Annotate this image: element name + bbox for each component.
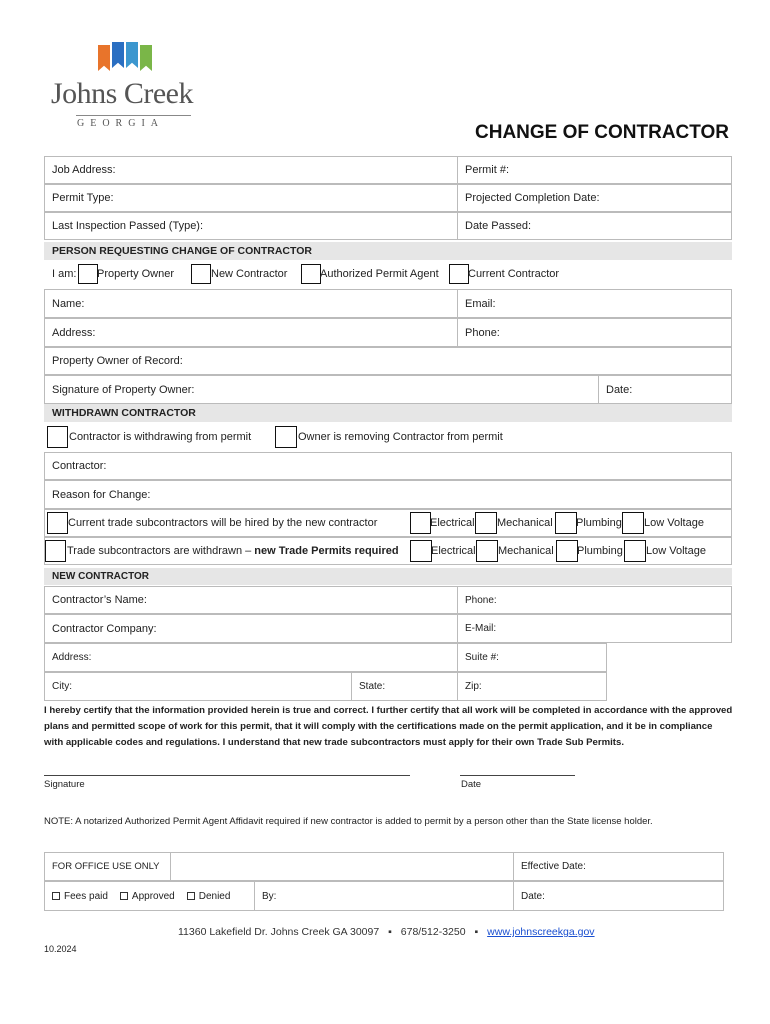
new-contractor-zip-field[interactable] [457,672,607,701]
logo-flag-lightblue [126,42,138,68]
date-passed-field[interactable] [457,212,732,240]
new-contractor-name-label: Contractor’s Name: [52,594,147,606]
sub-hired-mechanical-label: Mechanical [497,517,553,529]
sub-withdrawn-low-voltage-checkbox[interactable] [624,540,646,562]
logo-name: Johns Creek [51,77,193,110]
signature-date-line[interactable] [460,775,575,776]
new-contractor-email-field[interactable] [457,614,732,643]
new-contractor-address-label: Address: [52,652,92,663]
denied-label: Denied [198,890,231,902]
signature-line[interactable] [44,775,410,776]
owner-of-record-field[interactable] [44,347,732,375]
new-contractor-company-label: Contractor Company: [52,622,157,635]
reason-for-change-field[interactable] [44,480,732,509]
fees-paid-checkbox[interactable] [52,892,60,900]
footer-website-link[interactable]: www.johnscreekga.gov [487,926,595,938]
requester-heading-text: PERSON REQUESTING CHANGE OF CONTRACTOR [52,245,312,257]
sub-hired-electrical-label: Electrical [430,517,475,529]
new-contractor-name-field[interactable] [44,586,458,614]
certification-statement: I hereby certify that the information provided herein is true and correct. I further certify that all work will be completed in accordance with the approved plans and permitted scope of work for this permit, that it will comply with the certifications made on the permit application, and it be in compliance with applicable codes and regulations. I understand that new trade subcontractors must apply for their own Trade Sub Permits. [44,705,733,748]
withdrawn-heading-text: WITHDRAWN CONTRACTOR [52,407,196,419]
permit-number-label: Permit #: [465,164,510,176]
new-contractor-company-field[interactable] [44,614,458,643]
new-contractor-state-label: State: [359,681,386,692]
last-inspection-field[interactable] [44,212,458,240]
office-use-heading-cell [44,852,171,881]
footer-bullet-icon: ▪ [388,926,392,938]
i-am-label: I am: [52,268,77,280]
requester-phone-field[interactable] [457,318,732,347]
permit-number-field[interactable] [457,156,732,184]
owner-signature-date-field[interactable] [598,375,732,404]
requester-name-field[interactable] [44,289,458,318]
new-contractor-label: New Contractor [211,268,288,280]
owner-removing-label: Owner is removing Contractor from permit [298,431,503,443]
new-contractor-address-field[interactable] [44,643,458,672]
reason-for-change-label: Reason for Change: [52,488,151,501]
denied-checkbox[interactable] [187,892,195,900]
new-contractor-suite-field[interactable] [457,643,607,672]
sub-hired-plumbing-label: Plumbing [576,517,622,529]
new-contractor-suite-label: Suite #: [465,652,499,663]
johns-creek-logo [50,45,195,130]
signature-label: Signature [44,779,85,790]
new-contractor-phone-field[interactable] [457,586,732,614]
office-date-label: Date: [521,890,545,902]
sub-withdrawn-checkbox[interactable] [45,540,66,562]
effective-date-label: Effective Date: [521,861,586,872]
logo-flag-green [140,45,152,71]
owner-signature-field[interactable] [44,375,599,404]
logo-flag-blue [112,42,124,68]
contractor-withdrawing-checkbox[interactable] [47,426,68,448]
new-contractor-email-label: E-Mail: [465,623,497,634]
permit-agent-label: Authorized Permit Agent [320,268,439,280]
sub-hired-low-voltage-label: Low Voltage [644,517,704,529]
footer-contact [178,926,595,938]
signature-date-label: Date [461,779,482,790]
requester-phone-label: Phone: [465,326,500,339]
property-owner-checkbox[interactable] [78,264,98,284]
sub-withdrawn-electrical-label: Electrical [431,545,476,557]
sub-hired-low-voltage-checkbox[interactable] [622,512,644,534]
footer-address: 11360 Lakefield Dr. Johns Creek GA 30097 [178,926,380,938]
office-by-field[interactable] [254,881,514,911]
office-by-label: By: [262,890,277,902]
approved-label: Approved [131,890,175,902]
new-contractor-phone-label: Phone: [465,594,497,606]
sub-withdrawn-mechanical-checkbox[interactable] [476,540,498,562]
owner-removing-checkbox[interactable] [275,426,297,448]
sub-withdrawn-label [67,545,399,557]
withdrawn-contractor-label: Contractor: [52,460,107,472]
contractor-withdrawing-label: Contractor is withdrawing from permit [69,431,252,443]
sub-withdrawn-bold-text: new Trade Permits required [254,545,399,557]
permit-type-field[interactable] [44,184,458,212]
page-title: CHANGE OF CONTRACTOR [475,122,730,143]
owner-signature-label: Signature of Property Owner: [52,383,195,396]
new-contractor-city-field[interactable] [44,672,352,701]
property-owner-label: Property Owner [97,268,175,280]
logo-subtitle: GEORGIA [77,118,164,129]
new-contractor-state-field[interactable] [351,672,458,701]
current-contractor-checkbox[interactable] [449,264,469,284]
office-date-field[interactable] [513,881,724,911]
logo-flag-orange [98,45,110,71]
permit-type-label: Permit Type: [52,192,114,204]
owner-of-record-label: Property Owner of Record: [52,355,183,367]
new-contractor-section-heading [44,568,732,585]
form-version: 10.2024 [44,944,77,954]
affidavit-note: NOTE: A notarized Authorized Permit Agent Affidavit required if new contractor is added to permit by a person other than the State license holder. [44,816,653,827]
sub-hired-electrical-checkbox[interactable] [410,512,431,534]
requester-email-label: Email: [465,297,496,310]
sub-withdrawn-plumbing-checkbox[interactable] [556,540,578,562]
requester-email-field[interactable] [457,289,732,318]
new-contractor-city-label: City: [52,681,72,692]
sub-withdrawn-low-voltage-label: Low Voltage [646,545,706,557]
completion-date-label: Projected Completion Date: [465,192,600,204]
last-inspection-label: Last Inspection Passed (Type): [52,220,204,232]
sub-withdrawn-electrical-checkbox[interactable] [410,540,432,562]
job-address-label: Job Address: [52,164,116,176]
new-contractor-zip-label: Zip: [465,681,482,692]
sub-withdrawn-plumbing-label: Plumbing [577,545,623,557]
office-status-cell [44,881,255,911]
office-use-heading: FOR OFFICE USE ONLY [52,861,160,872]
owner-signature-date-label: Date: [606,383,633,396]
new-contractor-heading-text: NEW CONTRACTOR [52,571,150,582]
office-use-blank-cell[interactable] [170,852,514,881]
approved-checkbox[interactable] [120,892,128,900]
current-contractor-label: Current Contractor [468,268,560,280]
fees-paid-label: Fees paid [64,890,108,902]
sub-hired-plumbing-checkbox[interactable] [555,512,577,534]
permit-agent-checkbox[interactable] [301,264,321,284]
completion-date-field[interactable] [457,184,732,212]
sub-withdrawn-text: Trade subcontractors are withdrawn – [67,545,255,557]
sub-withdrawn-mechanical-label: Mechanical [498,545,554,557]
requester-address-label: Address: [52,326,96,339]
footer-bullet-icon: ▪ [474,926,479,938]
withdrawn-section-heading [44,404,732,422]
requester-name-label: Name: [52,297,85,310]
job-address-field[interactable] [44,156,458,184]
sub-hired-checkbox[interactable] [47,512,68,534]
logo-divider [76,115,191,116]
date-passed-label: Date Passed: [465,220,532,232]
requester-section-heading [44,242,732,260]
effective-date-field[interactable] [513,852,724,881]
sub-hired-label: Current trade subcontractors will be hired by the new contractor [68,517,378,529]
footer-phone: 678/512-3250 [400,926,466,938]
requester-address-field[interactable] [44,318,458,347]
withdrawn-contractor-field[interactable] [44,452,732,480]
new-contractor-checkbox[interactable] [191,264,211,284]
sub-hired-mechanical-checkbox[interactable] [475,512,497,534]
